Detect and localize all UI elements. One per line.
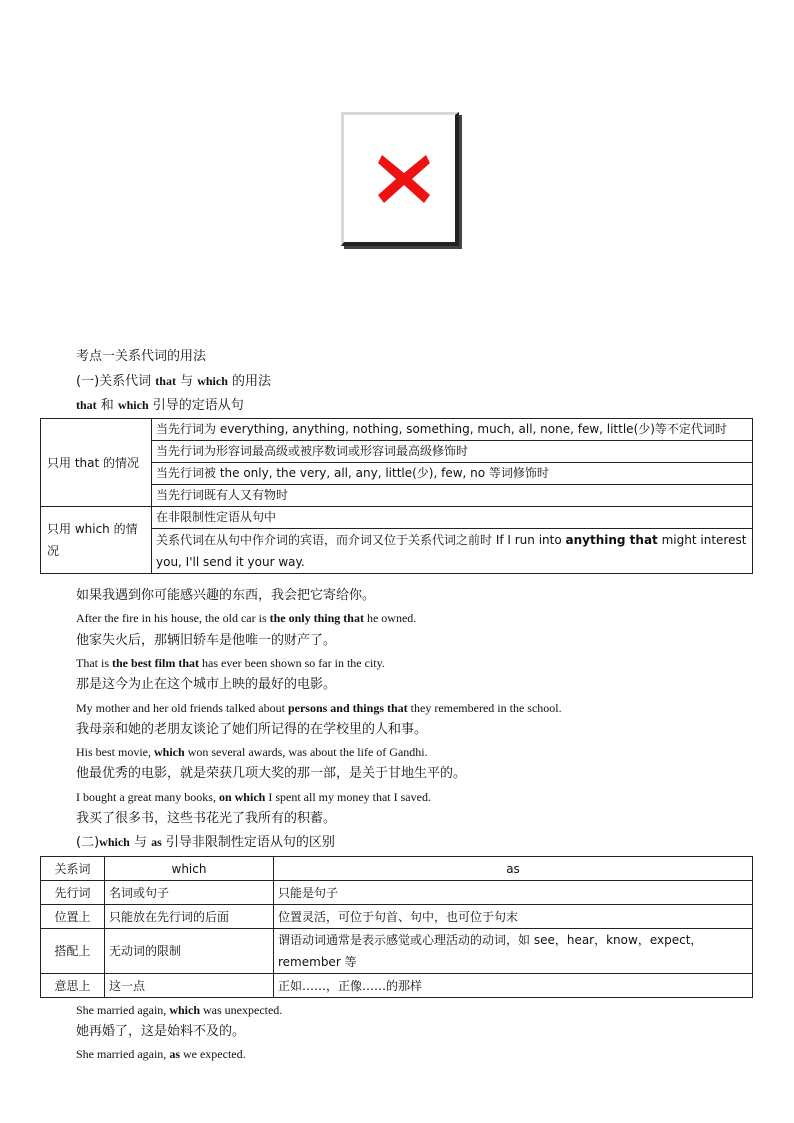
example-bold: which	[169, 1003, 200, 1017]
table-row	[41, 881, 753, 905]
subheading-3-mid: 与	[129, 835, 152, 850]
table-cell: 谓语动词通常是表示感觉或心理活动的动词，如 see，hear，know，expect，remember 等	[274, 929, 753, 974]
table-cell: 正如……，正像……的那样	[274, 974, 753, 998]
example-bold: the best film that	[112, 655, 199, 670]
table-cell: 只能是句子	[274, 881, 753, 905]
rule-row: 当先行词为 everything, anything, nothing, something, much, all, none, few, little(少)等不定代词时	[152, 419, 753, 441]
rule-row: 当先行词既有人又有物时	[152, 485, 753, 507]
group-label-which: 只用 which 的情况	[41, 507, 152, 574]
example-text-end: we expected.	[179, 1047, 246, 1061]
subheading-1-that: that	[155, 374, 176, 388]
table-header-cell: which	[105, 857, 274, 881]
example-text: 我母亲和她的老朋友谈论了她们所记得的在学校里的人和事。	[76, 721, 428, 737]
table-cell: 位置上	[41, 905, 105, 929]
example-text: 他家失火后，那辆旧轿车是他唯一的财产了。	[76, 632, 337, 648]
example-bold: on which	[218, 789, 266, 804]
group-label-that: 只用 that 的情况	[41, 419, 152, 507]
example-text: 那是这今为止在这个城市上映的最好的电影。	[76, 677, 337, 693]
example-text-end: was unexpected.	[200, 1003, 283, 1017]
example-text: I bought a great many books,	[76, 789, 219, 804]
table-cell: 意思上	[41, 974, 105, 998]
subheading-1	[76, 372, 271, 391]
subheading-2-which: which	[117, 398, 149, 412]
subheading-1-suffix: 的用法	[227, 374, 272, 389]
table-cell: 位置灵活，可位于句首、句中，也可位于句末	[274, 905, 753, 929]
example-text: My mother and her old friends talked about	[76, 700, 288, 715]
subheading-1-which: which	[197, 374, 228, 388]
table-cell: 名词或句子	[105, 881, 274, 905]
example-translation	[76, 632, 336, 650]
example-bold: as	[169, 1047, 180, 1061]
subheading-3-as: as	[151, 835, 162, 849]
table-cell: 先行词	[41, 881, 105, 905]
example-text: She married again,	[76, 1047, 170, 1061]
example-bold: which	[154, 745, 185, 760]
subheading-3-prefix: (二)	[76, 835, 100, 850]
table-header-cell: as	[274, 857, 753, 881]
example-translation	[76, 676, 336, 694]
subheading-1-prefix: (一)关系代词	[76, 374, 156, 389]
example-sentence	[76, 699, 562, 717]
example-translation	[76, 721, 427, 739]
example-text-end: they remembered in the school.	[407, 700, 562, 715]
example-sentence	[76, 1045, 246, 1063]
example-text: His best movie,	[76, 745, 154, 760]
table-cell: 无动词的限制	[105, 929, 274, 974]
table-row	[41, 905, 753, 929]
rule-row-with-example	[152, 529, 753, 574]
subheading-3-which: which	[99, 835, 130, 849]
table-cell: 这一点	[105, 974, 274, 998]
example-translation	[76, 587, 375, 605]
rule-row: 在非限制性定语从句中	[152, 507, 753, 529]
example-text: 如果我遇到你可能感兴趣的东西，我会把它寄给你。	[76, 588, 376, 603]
table-header-cell: 关系词	[41, 857, 105, 881]
example-translation	[76, 1023, 245, 1041]
table-row	[41, 974, 753, 998]
example-translation	[76, 810, 336, 828]
subheading-1-mid: 与	[175, 374, 198, 389]
subheading-3	[76, 833, 335, 852]
subheading-2-mid: 和	[96, 398, 118, 413]
that-which-table	[40, 418, 753, 574]
subheading-2-suffix: 引导的定语从句	[148, 398, 244, 413]
subheading-2	[76, 396, 244, 415]
rule-bold: anything that	[565, 533, 658, 547]
example-translation	[76, 765, 466, 783]
example-sentence	[76, 788, 431, 806]
table-cell: 只能放在先行词的后面	[105, 905, 274, 929]
section-heading: 考点一关系代词的用法	[76, 349, 207, 364]
rule-text: 关系代词在从句中作介词的宾语，而介词又位于关系代词之前时 If I run into	[156, 533, 566, 547]
example-text-end: he owned.	[363, 611, 417, 626]
image-frame	[341, 112, 459, 246]
broken-image-icon	[374, 149, 434, 209]
subheading-3-suffix: 引导非限制性定语从句的区别	[161, 835, 335, 850]
example-text: She married again,	[76, 1003, 170, 1017]
which-as-table	[40, 856, 753, 998]
example-text-end: I spent all my money that I saved.	[265, 789, 431, 804]
example-sentence	[76, 654, 385, 672]
example-bold: the only thing that	[269, 611, 364, 626]
example-text: 他最优秀的电影，就是荣获几项大奖的那一部，是关于甘地生平的。	[76, 766, 467, 782]
example-text: After the fire in his house, the old car is	[76, 611, 270, 626]
example-text-end: won several awards, was about the life of Gandhi.	[184, 745, 428, 760]
example-text: 她再婚了，这是始料不及的。	[76, 1024, 246, 1039]
example-text-end: has ever been shown so far in the city.	[199, 655, 385, 670]
example-sentence	[76, 1001, 282, 1019]
example-bold: persons and things that	[287, 700, 408, 715]
rule-row: 当先行词被 the only, the very, all, any, little(少), few, no 等词修饰时	[152, 463, 753, 485]
table-row	[41, 929, 753, 974]
broken-image-placeholder	[341, 112, 465, 252]
table-cell: 搭配上	[41, 929, 105, 974]
rule-row: 当先行词为形容词最高级或被序数词或形容词最高级修饰时	[152, 441, 753, 463]
example-text: That is	[76, 655, 112, 670]
example-text: 我买了很多书，这些书花光了我所有的积蓄。	[76, 811, 337, 826]
example-sentence	[76, 743, 428, 761]
subheading-2-that: that	[76, 398, 97, 412]
rule-text-end: might interest you, I'll send it your way.	[156, 533, 747, 569]
example-sentence	[76, 609, 416, 627]
